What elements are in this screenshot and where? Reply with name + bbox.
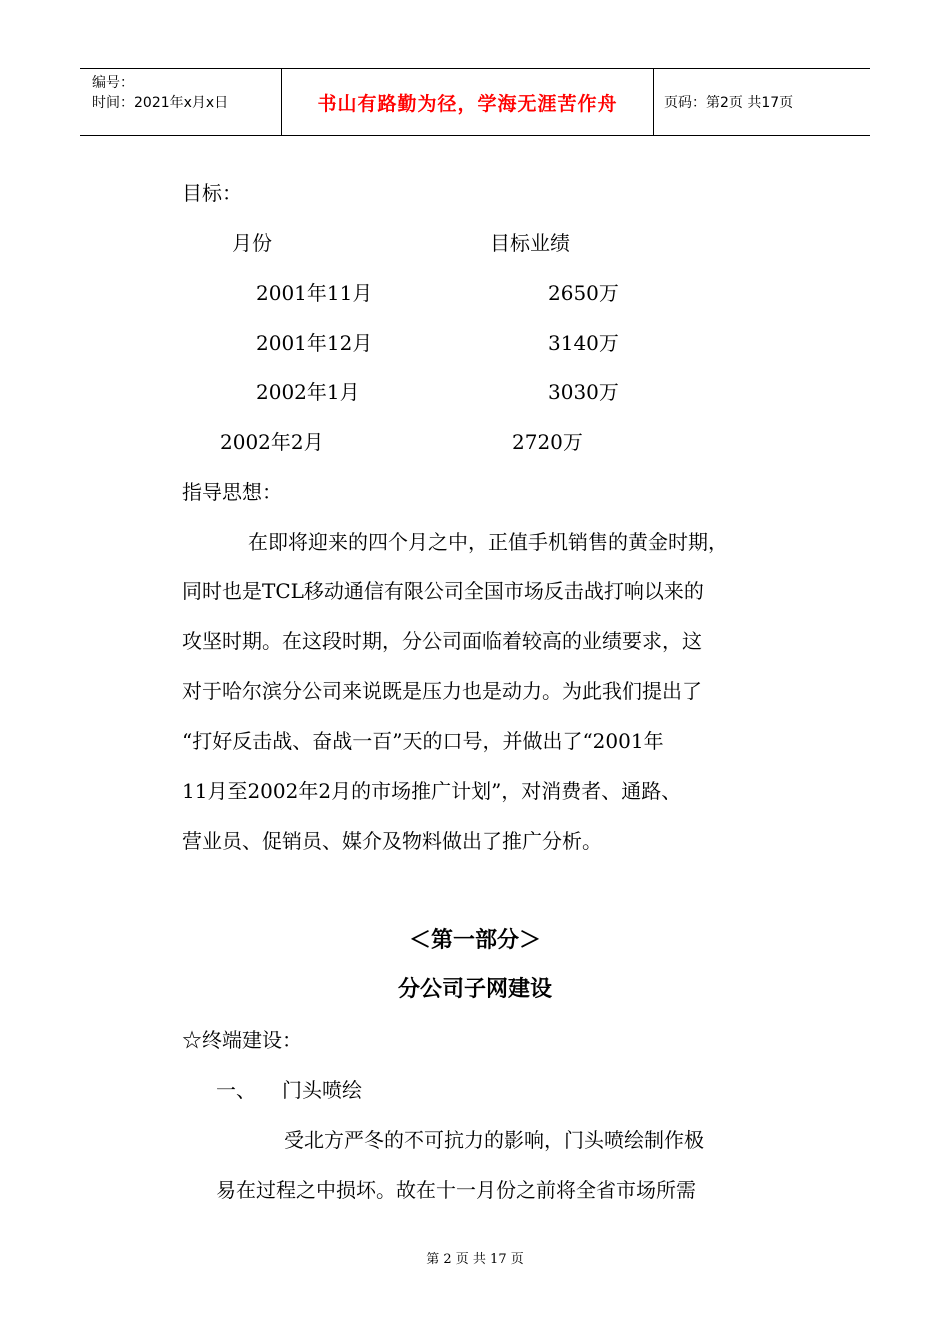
page-footer: 第 2 页 共 17 页 bbox=[426, 1252, 524, 1267]
terminal-label: ☆终端建设： bbox=[182, 1028, 302, 1052]
header-motto: 书山有路勤为径，学海无涯苦作舟 bbox=[317, 92, 618, 115]
goal-label: 目标： bbox=[182, 181, 242, 205]
targets-col-month: 月份 bbox=[232, 231, 272, 255]
targets-row-target: 3030万 bbox=[548, 380, 619, 404]
item-one-line: 受北方严冬的不可抗力的影响，门头喷绘制作极 bbox=[284, 1128, 704, 1152]
part-subtitle: 分公司子网建设 bbox=[397, 977, 552, 1002]
guide-paragraph-line: 营业员、促销员、媒介及物料做出了推广分析。 bbox=[182, 829, 602, 853]
targets-row-month: 2001年11月 bbox=[256, 281, 373, 305]
header-table bbox=[80, 68, 870, 136]
guide-label: 指导思想： bbox=[182, 480, 282, 504]
guide-paragraph-line: 在即将迎来的四个月之中，正值手机销售的黄金时期， bbox=[248, 530, 728, 554]
targets-row-month: 2002年2月 bbox=[220, 430, 324, 454]
guide-paragraph-line: 11月至2002年2月的市场推广计划”，对消费者、通路、 bbox=[182, 779, 682, 803]
item-one-title: 门头喷绘 bbox=[282, 1078, 362, 1102]
guide-paragraph-line: 同时也是TCL移动通信有限公司全国市场反击战打响以来的 bbox=[182, 579, 704, 603]
guide-paragraph-line: 对于哈尔滨分公司来说既是压力也是动力。为此我们提出了 bbox=[182, 679, 702, 703]
guide-paragraph-line: “打好反击战、奋战一百”天的口号，并做出了“2001年 bbox=[182, 729, 664, 753]
targets-row-target: 2720万 bbox=[512, 430, 583, 454]
item-one-number: 一、 bbox=[216, 1078, 256, 1102]
part-title: ＜第一部分＞ bbox=[408, 928, 541, 953]
item-one-line: 易在过程之中损坏。故在十一月份之前将全省市场所需 bbox=[216, 1178, 696, 1202]
header-page-label: 页码：第2页 共17页 bbox=[664, 95, 794, 111]
targets-row-month: 2001年12月 bbox=[256, 331, 373, 355]
document-number-label: 编号： bbox=[92, 75, 134, 91]
targets-row-target: 2650万 bbox=[548, 281, 619, 305]
targets-col-target: 目标业绩 bbox=[490, 231, 570, 255]
header-meta bbox=[80, 69, 281, 135]
header-motto-cell bbox=[281, 69, 654, 135]
targets-row-month: 2002年1月 bbox=[256, 380, 360, 404]
targets-row-target: 3140万 bbox=[548, 331, 619, 355]
guide-paragraph-line: 攻坚时期。在这段时期，分公司面临着较高的业绩要求，这 bbox=[182, 629, 702, 653]
document-time-label: 时间：2021年x月x日 bbox=[92, 95, 229, 111]
header-page-cell bbox=[654, 69, 870, 135]
